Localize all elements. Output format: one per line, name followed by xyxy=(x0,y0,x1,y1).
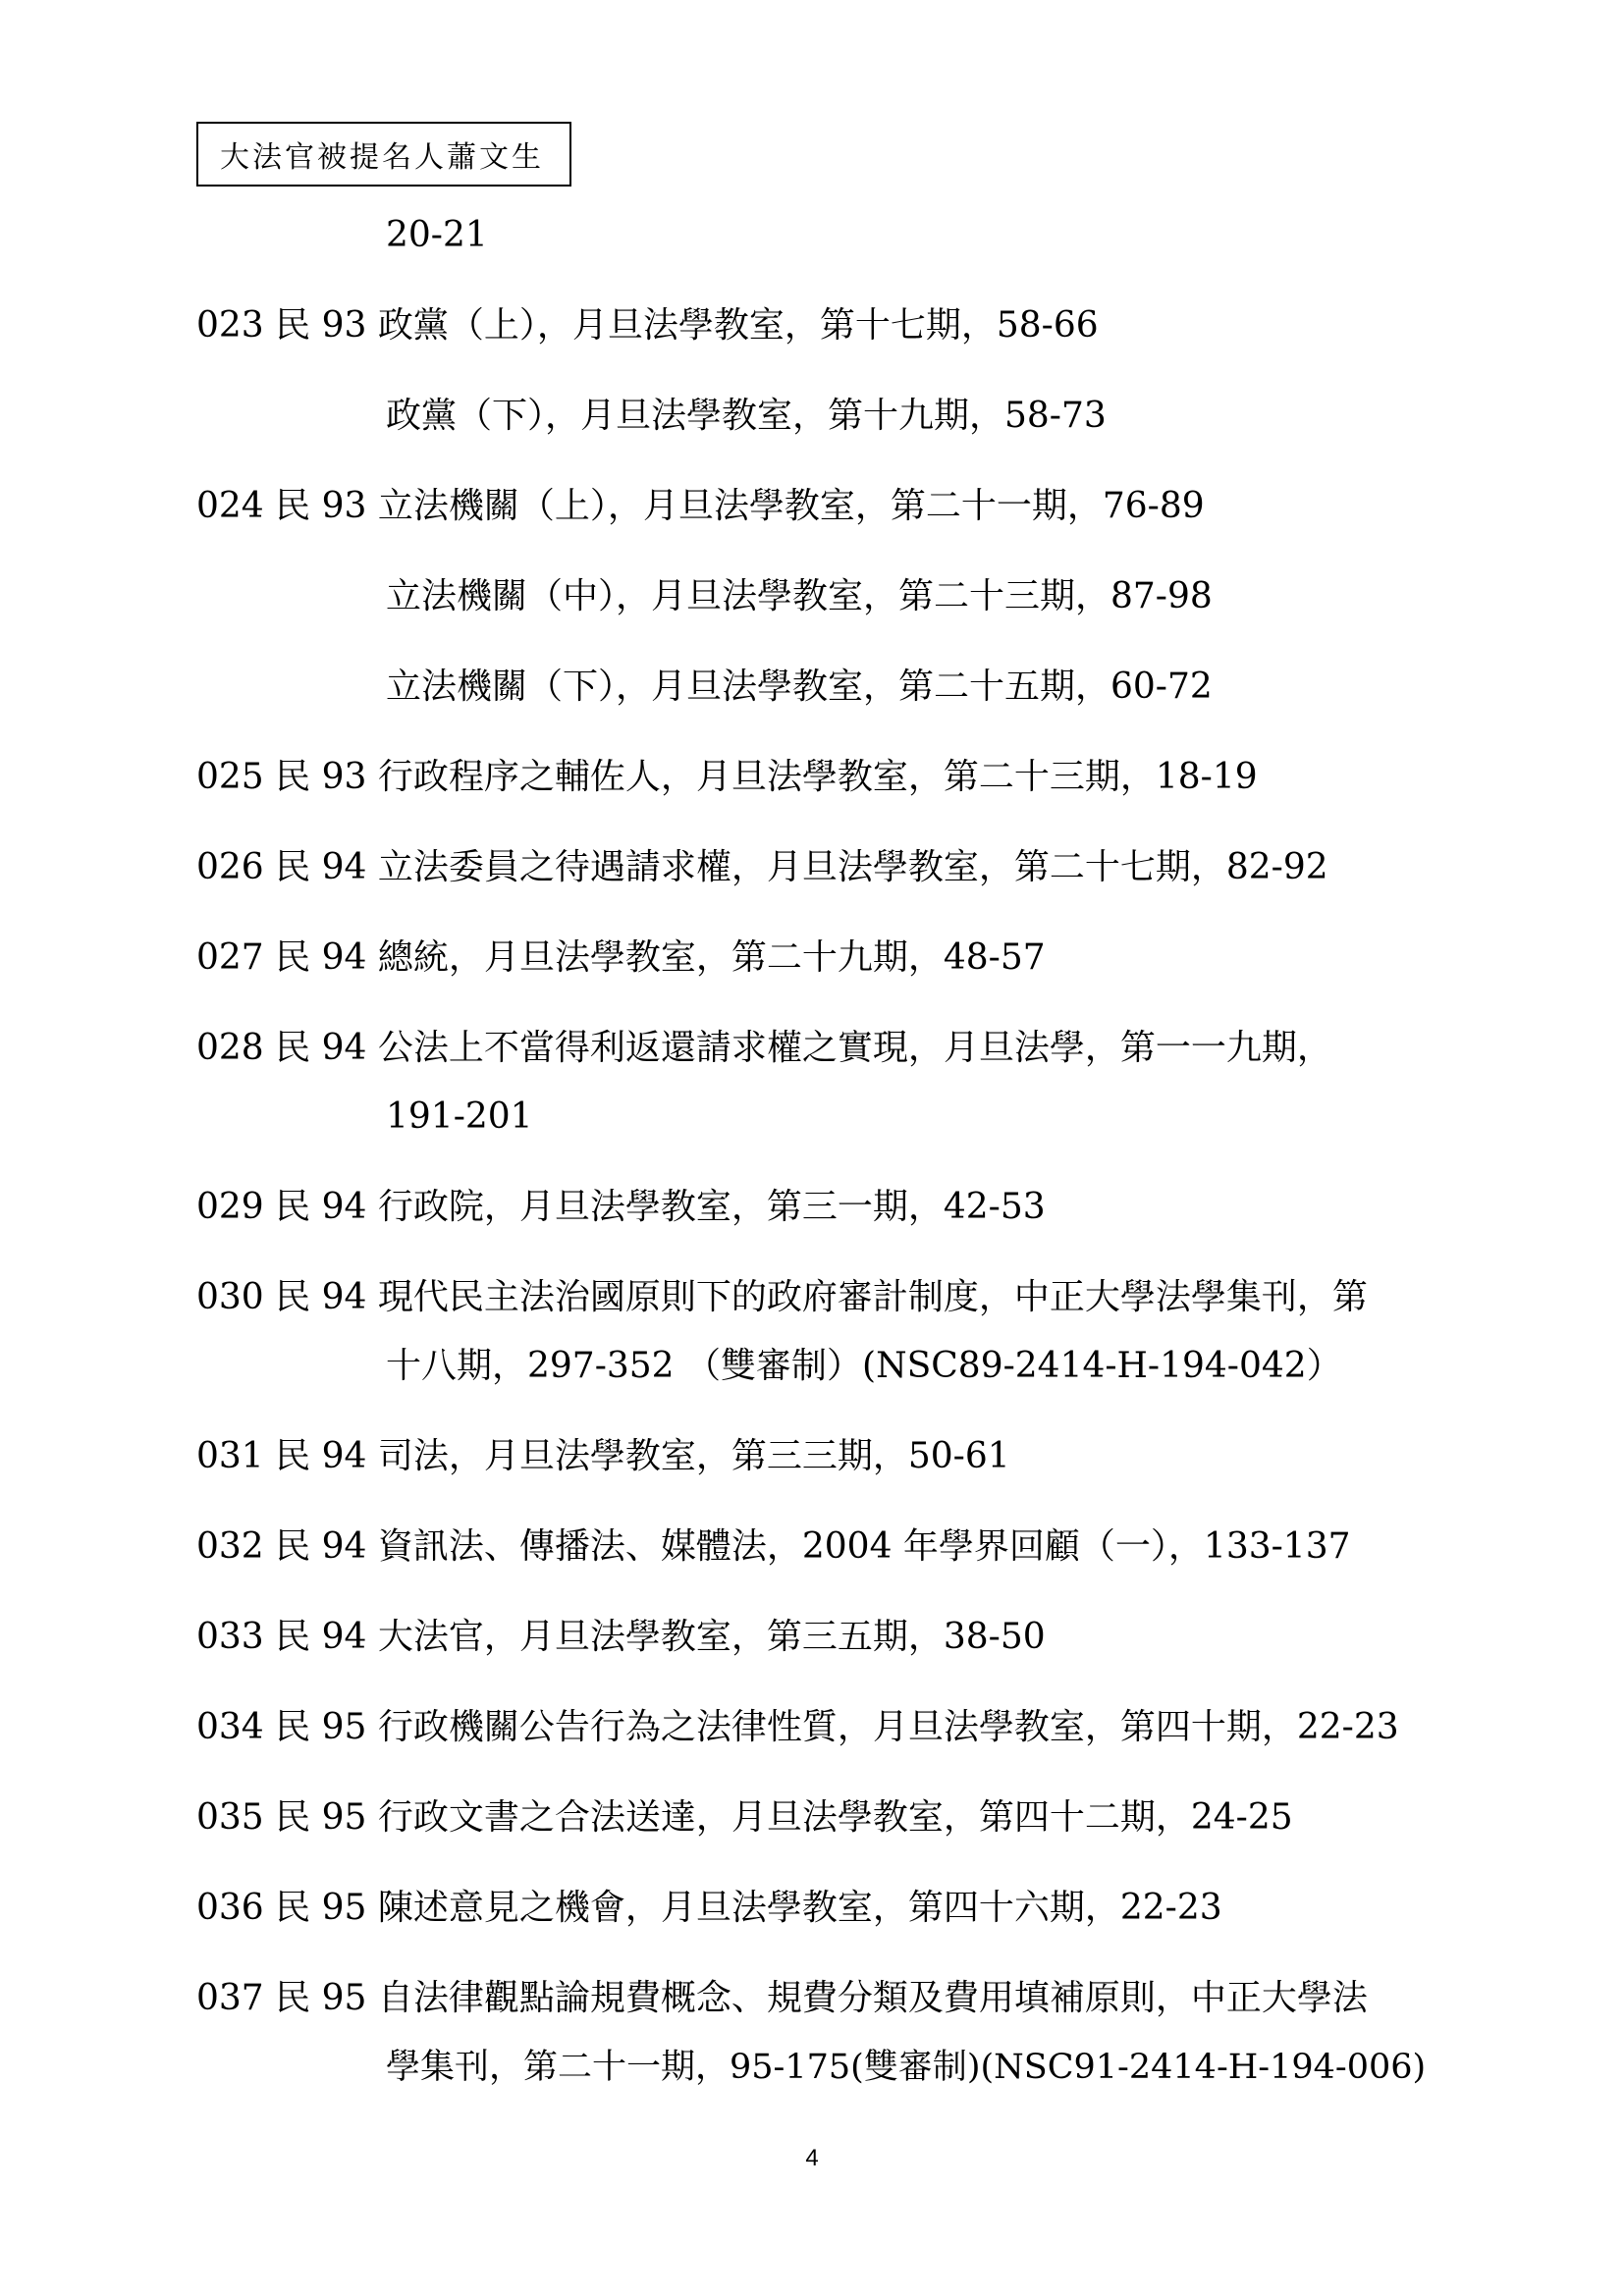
entry-033: 033 民 94 大法官，月旦法學教室，第三五期，38-50 xyxy=(196,1617,1046,1657)
entry-030-line1: 030 民 94 現代民主法治國原則下的政府審計制度，中正大學法學集刊，第 xyxy=(196,1277,1368,1317)
entry-028-line1: 028 民 94 公法上不當得利返還請求權之實現，月旦法學，第一一九期， xyxy=(196,1028,1332,1068)
entry-031: 031 民 94 司法，月旦法學教室，第三三期，50-61 xyxy=(196,1436,1010,1476)
entry-029: 029 民 94 行政院，月旦法學教室，第三一期，42-53 xyxy=(196,1187,1046,1227)
entry-024-line1: 024 民 93 立法機關（上），月旦法學教室，第二十一期，76-89 xyxy=(196,486,1205,526)
entry-025: 025 民 93 行政程序之輔佐人，月旦法學教室，第二十三期，18-19 xyxy=(196,757,1258,797)
entry-024-line2: 立法機關（中），月旦法學教室，第二十三期，87-98 xyxy=(386,576,1213,616)
entry-036: 036 民 95 陳述意見之機會，月旦法學教室，第四十六期，22-23 xyxy=(196,1888,1222,1928)
entry-026: 026 民 94 立法委員之待遇請求權，月旦法學教室，第二十七期，82-92 xyxy=(196,847,1328,887)
continuation-pages: 20-21 xyxy=(386,215,488,255)
entry-035: 035 民 95 行政文書之合法送達，月旦法學教室，第四十二期，24-25 xyxy=(196,1797,1293,1838)
entry-028-line2: 191-201 xyxy=(386,1096,533,1137)
entry-023-line1: 023 民 93 政黨（上），月旦法學教室，第十七期，58-66 xyxy=(196,305,1099,346)
entry-037-line2: 學集刊，第二十一期，95-175(雙審制)(NSC91-2414-H-194-006) xyxy=(386,2048,1427,2087)
page-number: 4 xyxy=(805,2145,819,2171)
entry-032: 032 民 94 資訊法、傳播法、媒體法，2004 年學界回顧（一），133-137 xyxy=(196,1526,1351,1567)
nominee-label: 大法官被提名人蕭文生 xyxy=(220,140,544,175)
entry-030-line2: 十八期，297-352 （雙審制）(NSC89-2414-H-194-042） xyxy=(386,1346,1342,1386)
entry-034: 034 民 95 行政機關公告行為之法律性質，月旦法學教室，第四十期，22-23 xyxy=(196,1707,1399,1747)
nominee-label-box xyxy=(196,122,571,187)
entry-037-line1: 037 民 95 自法律觀點論規費概念、規費分類及費用填補原則，中正大學法 xyxy=(196,1978,1368,2018)
entry-027: 027 民 94 總統，月旦法學教室，第二十九期，48-57 xyxy=(196,937,1046,978)
entry-024-line3: 立法機關（下），月旦法學教室，第二十五期，60-72 xyxy=(386,667,1213,707)
entry-023-line2: 政黨（下），月旦法學教室，第十九期，58-73 xyxy=(386,396,1107,436)
